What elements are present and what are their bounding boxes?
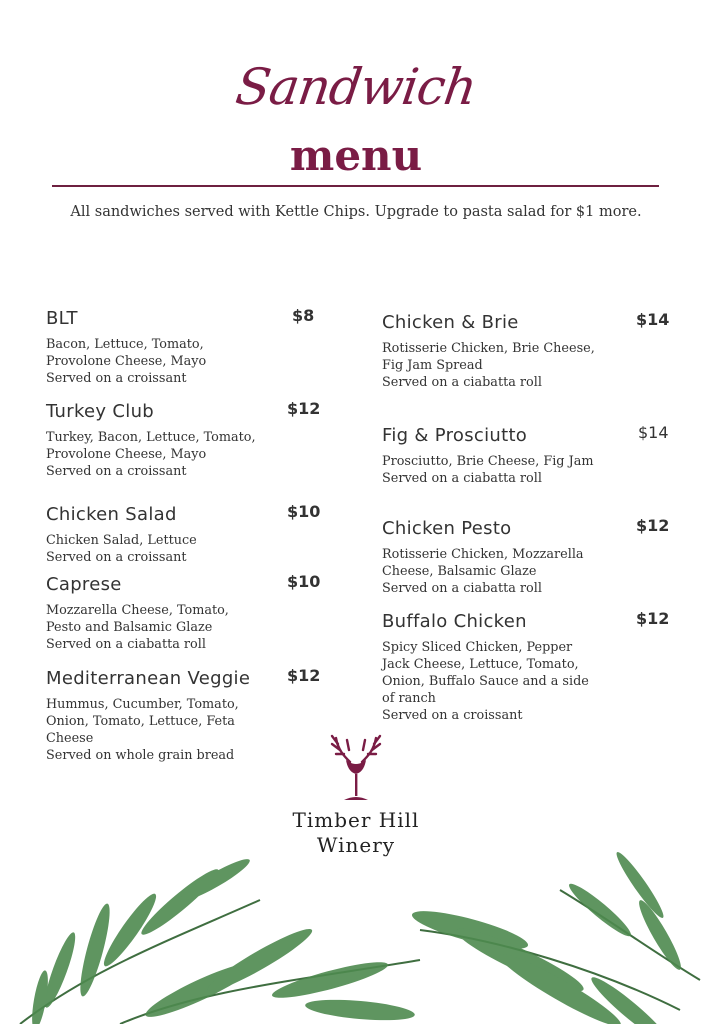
item-desc-line: of ranch — [382, 691, 436, 706]
item-name: Turkey Club — [46, 401, 155, 422]
item-desc-line: Prosciutto, Brie Cheese, Fig Jam — [382, 454, 594, 469]
item-desc-line: Served on a croissant — [46, 550, 187, 565]
title-divider — [52, 185, 659, 187]
item-name: Chicken Salad — [46, 504, 177, 525]
item-desc-line: Chicken Salad, Lettuce — [46, 533, 197, 548]
item-desc-line: Served on whole grain bread — [46, 748, 235, 763]
item-description — [46, 336, 286, 387]
item-desc-line: Bacon, Lettuce, Tomato, — [46, 337, 204, 352]
item-price: $12 — [636, 609, 670, 628]
page-title: menu — [289, 131, 423, 180]
item-desc-line: Mozzarella Cheese, Tomato, — [46, 603, 229, 618]
item-desc-line: Served on a croissant — [46, 464, 187, 479]
item-desc-line: Cheese, Balsamic Glaze — [382, 564, 537, 579]
item-desc-line: Onion, Tomato, Lettuce, Feta — [46, 714, 235, 729]
item-desc-line: Served on a croissant — [46, 371, 187, 386]
winery-name-line1: Timber Hill — [292, 808, 420, 832]
wine-glass-antlers-icon — [326, 728, 386, 804]
item-name: Caprese — [46, 574, 122, 595]
item-desc-line: Pesto and Balsamic Glaze — [46, 620, 213, 635]
item-desc-line: Served on a croissant — [382, 708, 523, 723]
item-description — [46, 532, 286, 566]
item-desc-line: Turkey, Bacon, Lettuce, Tomato, — [46, 430, 256, 445]
item-description — [46, 429, 286, 480]
item-desc-line: Rotisserie Chicken, Brie Cheese, — [382, 341, 595, 356]
item-desc-line: Provolone Cheese, Mayo — [46, 354, 207, 369]
item-desc-line: Hummus, Cucumber, Tomato, — [46, 697, 239, 712]
item-description — [382, 453, 622, 487]
item-name: BLT — [46, 308, 78, 329]
leaf-mid-3 — [270, 956, 391, 1004]
page-title-script: Sandwich — [232, 58, 480, 116]
item-description — [382, 546, 622, 597]
leaf-right-5 — [565, 879, 635, 941]
menu-subtitle: All sandwiches served with Kettle Chips. Upgrade to pasta salad for $1 more. — [70, 204, 642, 220]
item-desc-line: Served on a ciabatta roll — [46, 637, 206, 652]
item-desc-line: Jack Cheese, Lettuce, Tomato, — [382, 657, 579, 672]
item-desc-line: Rotisserie Chicken, Mozzarella — [382, 547, 584, 562]
leaf-right-7 — [612, 849, 668, 921]
item-desc-line: Served on a ciabatta roll — [382, 471, 542, 486]
item-price: $14 — [636, 310, 670, 329]
item-desc-line: Provolone Cheese, Mayo — [46, 447, 207, 462]
item-desc-line: Onion, Buffalo Sauce and a side — [382, 674, 589, 689]
winery-name-line2: Winery — [316, 833, 396, 857]
item-description — [382, 340, 622, 391]
leaf-decoration — [0, 840, 712, 1024]
item-desc-line: Served on a ciabatta roll — [382, 375, 542, 390]
item-price: $12 — [636, 516, 670, 535]
item-price: $10 — [287, 502, 321, 521]
item-description — [46, 602, 286, 653]
leaf-left-5 — [177, 854, 253, 906]
item-price: $12 — [287, 666, 321, 685]
item-name: Mediterranean Veggie — [46, 668, 251, 689]
item-price: $10 — [287, 572, 321, 591]
winery-logo — [0, 728, 712, 858]
item-name: Chicken Pesto — [382, 518, 512, 539]
item-name: Fig & Prosciutto — [382, 425, 528, 446]
item-desc-line: Fig Jam Spread — [382, 358, 483, 373]
leaf-mid-4 — [304, 996, 415, 1024]
item-price: $12 — [287, 399, 321, 418]
item-price: $14 — [638, 423, 669, 442]
item-description — [382, 639, 622, 724]
item-desc-line: Spicy Sliced Chicken, Pepper — [382, 640, 573, 655]
item-price: $8 — [292, 306, 315, 325]
item-name: Buffalo Chicken — [382, 611, 527, 632]
item-desc-line: Served on a ciabatta roll — [382, 581, 542, 596]
item-desc-line: Cheese — [46, 731, 94, 746]
item-name: Chicken & Brie — [382, 312, 519, 333]
